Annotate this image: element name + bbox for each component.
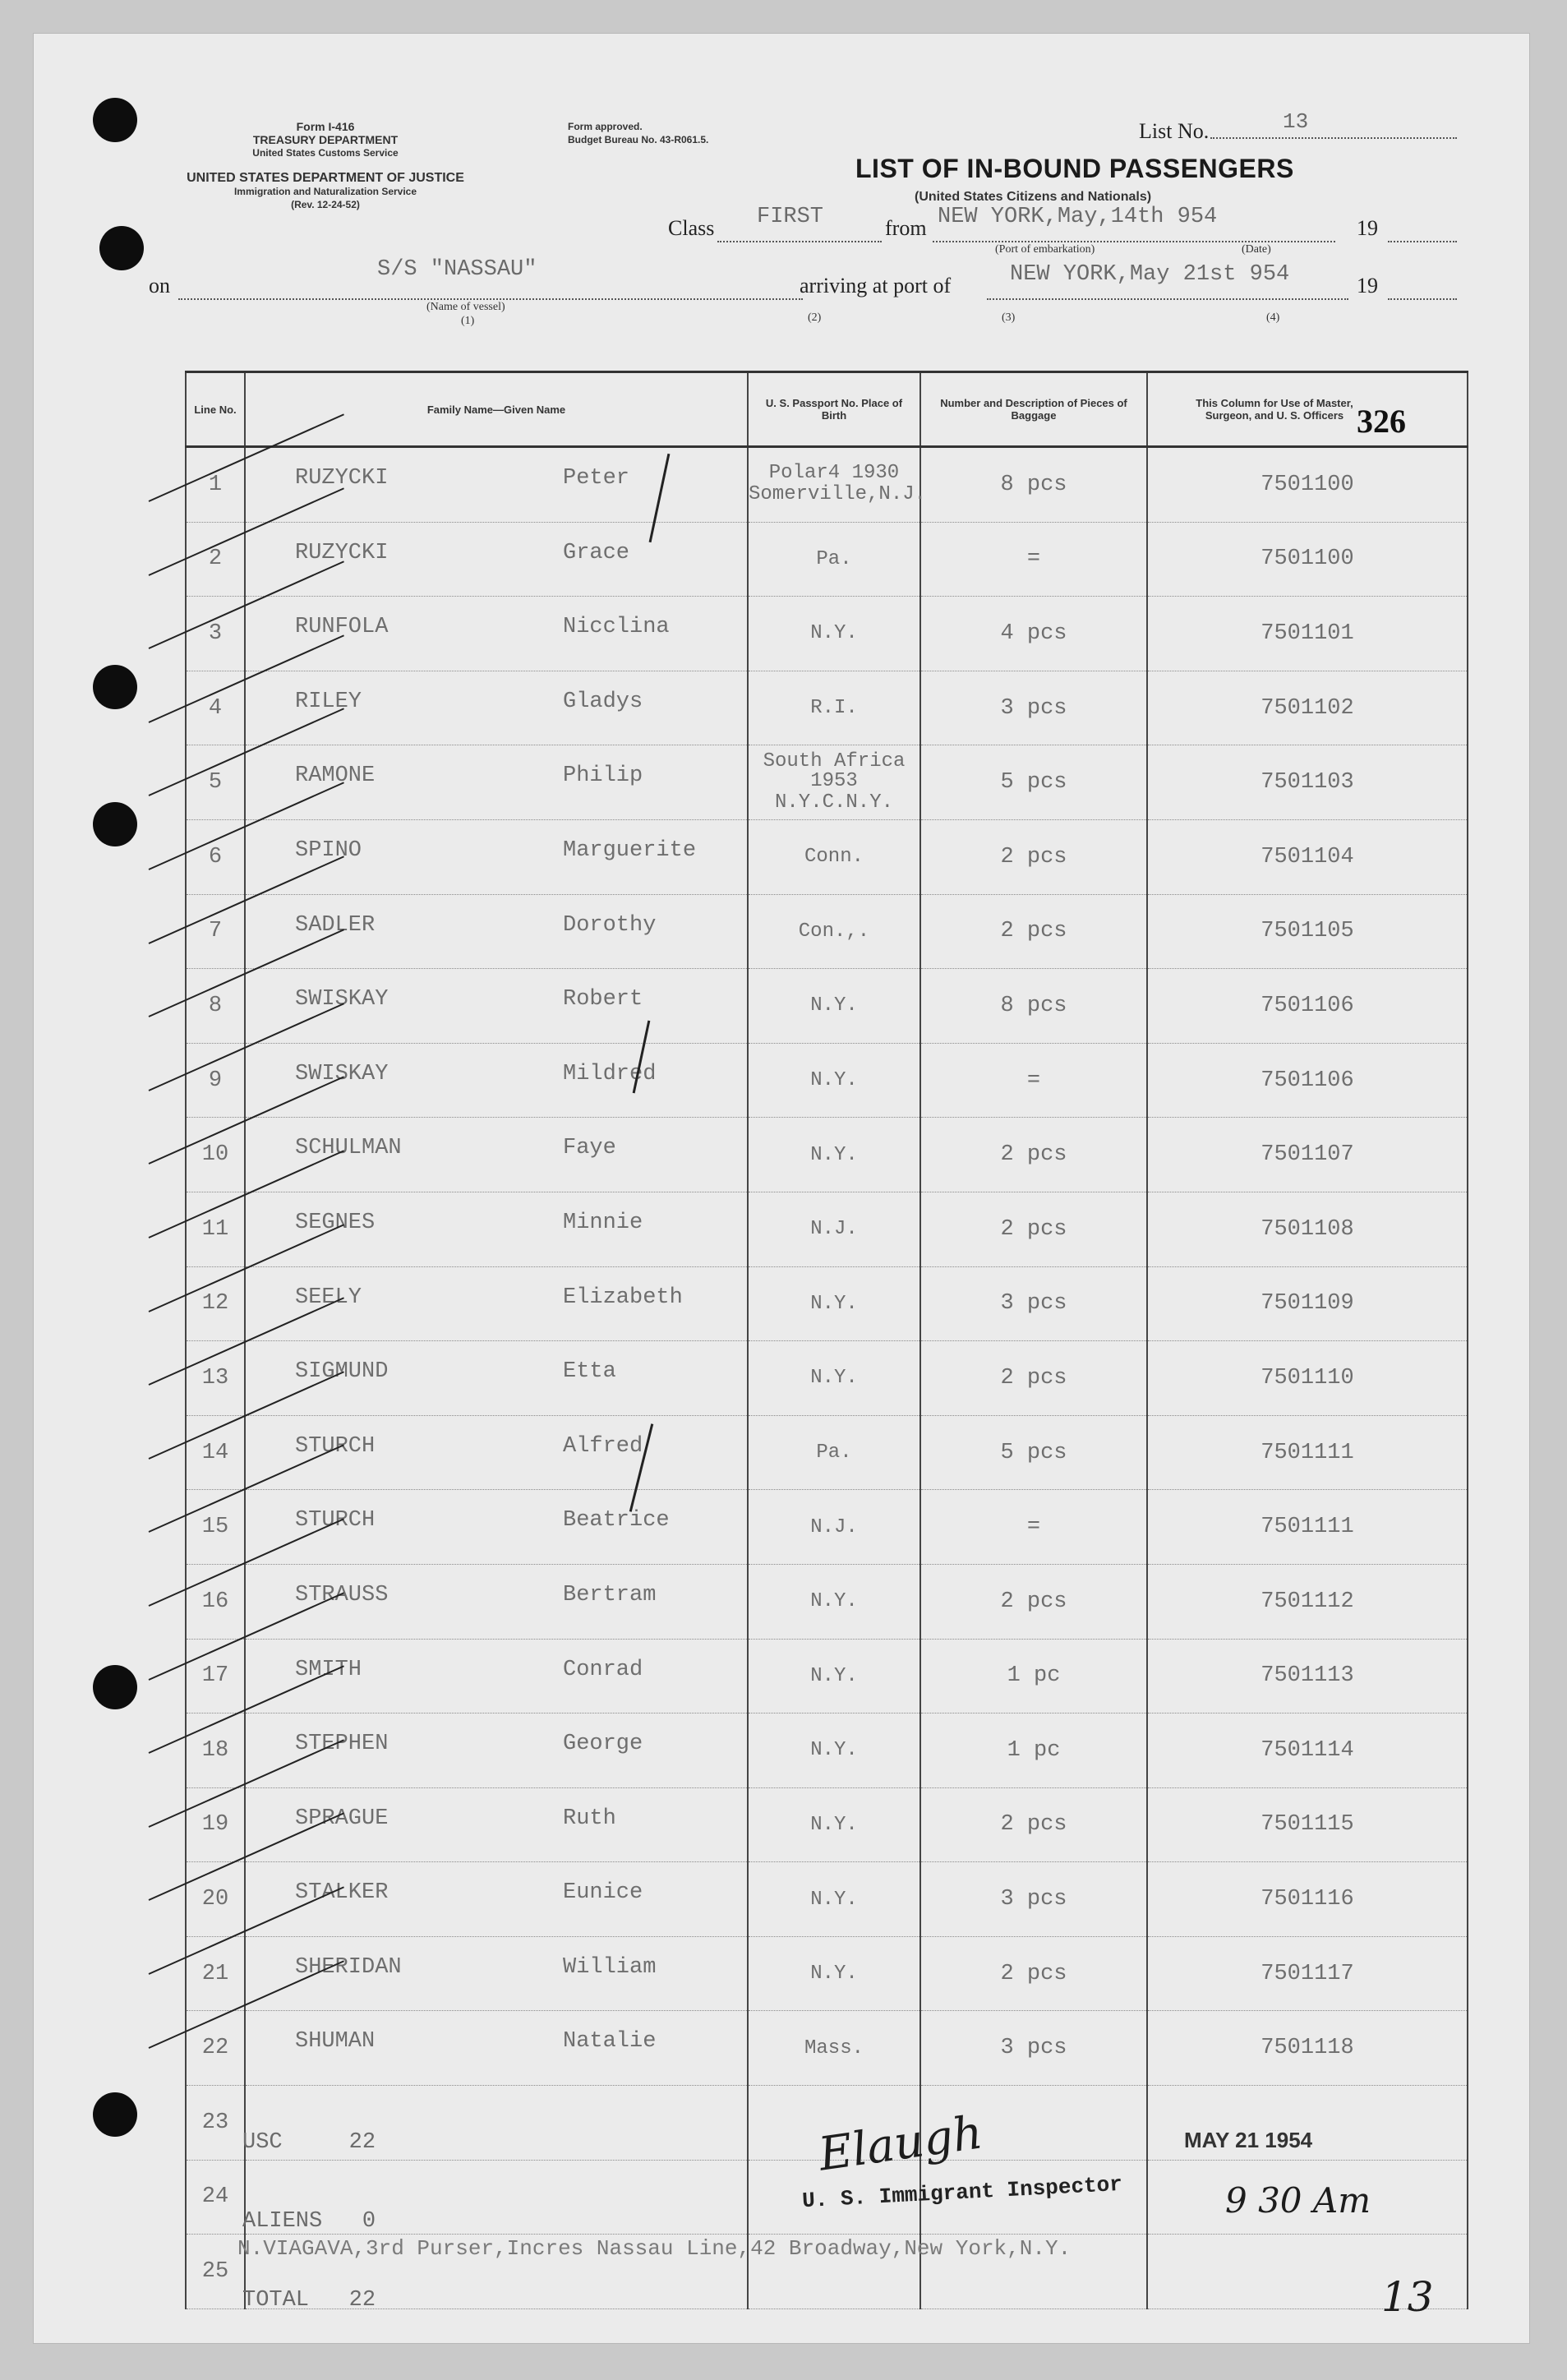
passenger-name — [245, 1415, 748, 1490]
family-name: SPINO — [295, 837, 362, 863]
vessel-caption: (Name of vessel) — [426, 301, 505, 313]
date-stamp: MAY 21 1954 — [1184, 2128, 1313, 2152]
line-number: 1 — [186, 447, 245, 523]
line-number: 14 — [186, 1415, 245, 1490]
place-text: N.Y. — [810, 1367, 858, 1390]
table-row — [186, 1118, 1468, 1192]
table-row — [186, 1862, 1468, 1937]
page-title: LIST OF IN-BOUND PASSENGERS — [855, 154, 1294, 183]
line-number: 20 — [186, 1862, 245, 1937]
officer-number: 7501102 — [1147, 671, 1468, 745]
given-name: Natalie — [563, 2029, 657, 2055]
place-text: N.Y. — [810, 622, 858, 645]
place-text: N.Y. — [810, 1069, 858, 1092]
year-prefix-1: 19 — [1357, 216, 1378, 240]
line-number: 16 — [186, 1564, 245, 1639]
line-number: 6 — [186, 819, 245, 894]
officer-number: 7501114 — [1147, 1714, 1468, 1788]
class-label: Class — [668, 216, 715, 240]
baggage: = — [920, 1043, 1147, 1118]
list-no-label: List No. — [1139, 119, 1210, 143]
baggage: 3 pcs — [920, 1862, 1147, 1937]
class-value: FIRST — [757, 205, 824, 229]
given-name: Ruth — [563, 1806, 616, 1831]
binder-hole — [93, 2092, 137, 2137]
passenger-name — [245, 745, 748, 820]
given-name: Bertram — [563, 1582, 657, 1607]
binder-hole — [93, 98, 137, 142]
given-name: George — [563, 1732, 643, 1757]
baggage: 4 pcs — [920, 597, 1147, 671]
line-number: 12 — [186, 1266, 245, 1341]
binder-hole — [93, 665, 137, 709]
place-of-birth — [748, 1192, 920, 1266]
given-name: Peter — [563, 466, 630, 491]
table-row — [186, 894, 1468, 969]
officer-number: 7501100 — [1147, 447, 1468, 523]
family-name: SEELY — [295, 1285, 362, 1310]
inspector-signature: Elaugh — [815, 2106, 986, 2182]
table-row — [186, 1639, 1468, 1714]
passenger-name — [245, 894, 748, 969]
officer-number: 7501111 — [1147, 1490, 1468, 1565]
place-text: N.Y. — [810, 1590, 858, 1613]
table-row — [186, 1266, 1468, 1341]
place-of-birth — [748, 1118, 920, 1192]
line-number: 17 — [186, 1639, 245, 1714]
line-number: 22 — [186, 2011, 245, 2086]
summary-block — [242, 2077, 376, 2366]
family-name: STALKER — [295, 1880, 389, 1906]
given-name: Mildred — [563, 1061, 657, 1086]
baggage: 2 pcs — [920, 1787, 1147, 1862]
justice-block — [149, 172, 502, 211]
officer-number: 7501103 — [1147, 745, 1468, 820]
from-label: from — [885, 216, 927, 240]
officer-number: 7501106 — [1147, 1043, 1468, 1118]
ins-service: Immigration and Naturalization Service — [233, 186, 417, 197]
vessel-line — [178, 298, 803, 300]
table-row — [186, 2011, 1468, 2086]
line-number: 3 — [186, 597, 245, 671]
officer-number: 7501106 — [1147, 969, 1468, 1044]
summary-total: TOTAL 22 — [242, 2288, 376, 2313]
table-row — [186, 597, 1468, 671]
baggage: = — [920, 1490, 1147, 1565]
header-officers: This Column for Use of Master, Surgeon, and U. S. Officers — [1147, 372, 1468, 447]
line-number: 25 — [186, 2235, 245, 2309]
place-of-birth — [748, 2011, 920, 2086]
place-of-birth — [748, 819, 920, 894]
passenger-name — [245, 597, 748, 671]
place-of-birth — [748, 1714, 920, 1788]
table-row — [186, 447, 1468, 523]
place-of-birth — [748, 1639, 920, 1714]
place-of-birth — [748, 1341, 920, 1416]
family-name: SHUMAN — [295, 2029, 376, 2055]
place-of-birth — [748, 969, 920, 1044]
baggage: 8 pcs — [920, 969, 1147, 1044]
table-row — [186, 1714, 1468, 1788]
on-label: on — [149, 274, 170, 298]
table-row — [186, 1192, 1468, 1266]
place-text: N.Y.C.N.Y. — [774, 791, 894, 814]
stamp-number: 326 — [1357, 403, 1406, 440]
place-of-birth — [748, 1415, 920, 1490]
passport-extra: Polar4 1930 — [768, 462, 900, 485]
from-line — [933, 241, 1335, 242]
baggage: 2 pcs — [920, 1564, 1147, 1639]
year-line-1 — [1388, 241, 1457, 242]
passenger-name — [245, 671, 748, 745]
baggage: 8 pcs — [920, 447, 1147, 523]
summary-aliens: ALIENS 0 — [242, 2209, 376, 2234]
form-header-left — [190, 120, 461, 159]
officer-number: 7501110 — [1147, 1341, 1468, 1416]
class-line — [717, 241, 882, 242]
form-approved: Form approved. — [568, 121, 643, 132]
line-number: 7 — [186, 894, 245, 969]
officer-number: 7501109 — [1147, 1266, 1468, 1341]
family-name: SEGNES — [295, 1210, 376, 1235]
family-name: RUZYCKI — [295, 540, 389, 565]
line-number: 10 — [186, 1118, 245, 1192]
place-of-birth — [748, 522, 920, 597]
passport-extra: South Africa 1953 — [763, 750, 906, 792]
header-name: Family Name—Given Name — [245, 372, 748, 447]
justice-dept: UNITED STATES DEPARTMENT OF JUSTICE — [187, 171, 464, 185]
revision-date: (Rev. 12-24-52) — [291, 199, 360, 210]
column-number-1: (1) — [461, 315, 475, 327]
treasury-dept: TREASURY DEPARTMENT — [252, 133, 399, 146]
place-text: N.Y. — [810, 1888, 858, 1911]
passenger-name — [245, 1192, 748, 1266]
binder-hole — [93, 1665, 137, 1709]
given-name: Robert — [563, 987, 643, 1012]
family-name: SIGMUND — [295, 1359, 389, 1385]
baggage: 5 pcs — [920, 1415, 1147, 1490]
family-name: SWISKAY — [295, 1061, 389, 1086]
list-no-value: 13 — [1283, 109, 1309, 134]
table-row — [186, 1341, 1468, 1416]
header-passport: U. S. Passport No. Place of Birth — [748, 372, 920, 447]
table-row — [186, 1043, 1468, 1118]
baggage: 2 pcs — [920, 1936, 1147, 2011]
line-number: 2 — [186, 522, 245, 597]
line-number: 13 — [186, 1341, 245, 1416]
passenger-name — [245, 1118, 748, 1192]
place-text: N.Y. — [810, 994, 858, 1017]
family-name: RUZYCKI — [295, 466, 389, 491]
table-row — [186, 1490, 1468, 1565]
officer-number: 7501113 — [1147, 1639, 1468, 1714]
baggage: 1 pc — [920, 1639, 1147, 1714]
place-text: Somerville,N.J. — [749, 483, 927, 506]
baggage: = — [920, 522, 1147, 597]
place-text: N.Y. — [810, 1664, 858, 1687]
place-of-birth — [748, 1936, 920, 2011]
passenger-name — [245, 1862, 748, 1937]
form-number: Form I-416 — [296, 120, 355, 133]
place-text: N.Y. — [810, 1292, 858, 1315]
from-value: NEW YORK,May,14th 954 — [938, 205, 1218, 229]
binder-hole — [93, 802, 137, 846]
passenger-name — [245, 1490, 748, 1565]
line-number: 9 — [186, 1043, 245, 1118]
page-subtitle: (United States Citizens and Nationals) — [915, 190, 1152, 204]
column-number-2: (2) — [808, 311, 822, 324]
customs-service: United States Customs Service — [252, 147, 399, 159]
officer-number: 7501104 — [1147, 819, 1468, 894]
place-text: N.Y. — [810, 1739, 858, 1762]
baggage: 2 pcs — [920, 1118, 1147, 1192]
officer-number: 7501117 — [1147, 1936, 1468, 2011]
baggage: 3 pcs — [920, 671, 1147, 745]
family-name: SPRAGUE — [295, 1806, 389, 1831]
table-row — [186, 1415, 1468, 1490]
inspector-label: U. S. Immigrant Inspector — [801, 2171, 1123, 2214]
given-name: Dorothy — [563, 912, 657, 938]
table-row — [186, 1936, 1468, 2011]
table-row — [186, 522, 1468, 597]
officer-number: 7501111 — [1147, 1415, 1468, 1490]
page-mark: 13 — [1381, 2273, 1434, 2321]
passenger-table — [185, 371, 1468, 2309]
passenger-name — [245, 1341, 748, 1416]
table-row — [186, 745, 1468, 820]
given-name: Faye — [563, 1136, 616, 1161]
header-baggage: Number and Description of Pieces of Baggage — [920, 372, 1147, 447]
place-text: Pa. — [816, 1441, 852, 1464]
place-of-birth — [748, 1564, 920, 1639]
family-name: RILEY — [295, 689, 362, 714]
officer-number: 7501100 — [1147, 522, 1468, 597]
officer-number: 7501105 — [1147, 894, 1468, 969]
given-name: Beatrice — [563, 1508, 670, 1534]
place-text: R.I. — [810, 697, 858, 720]
family-name: SWISKAY — [295, 987, 389, 1012]
place-text: Pa. — [816, 547, 852, 570]
table-row — [186, 819, 1468, 894]
officer-number: 7501107 — [1147, 1118, 1468, 1192]
officer-number: 7501115 — [1147, 1787, 1468, 1862]
family-name: STURCH — [295, 1433, 376, 1459]
officer-number: 7501116 — [1147, 1862, 1468, 1937]
column-number-4: (4) — [1266, 311, 1280, 324]
list-no-line — [1210, 137, 1457, 139]
given-name: Minnie — [563, 1210, 643, 1235]
purser-line: N.VIAGAVA,3rd Purser,Incres Nassau Line,42 Broadway,New York,N.Y. — [237, 2236, 1072, 2261]
passenger-name — [245, 1787, 748, 1862]
place-of-birth — [748, 447, 927, 523]
line-number: 21 — [186, 1936, 245, 2011]
passenger-name — [245, 1936, 748, 2011]
time-note: 9 30 Am — [1225, 2180, 1371, 2221]
baggage: 3 pcs — [920, 2011, 1147, 2086]
baggage: 3 pcs — [920, 1266, 1147, 1341]
family-name: SHERIDAN — [295, 1954, 402, 1980]
year-line-2 — [1388, 298, 1457, 300]
place-text: Conn. — [804, 846, 864, 869]
baggage: 2 pcs — [920, 1341, 1147, 1416]
officer-number: 7501112 — [1147, 1564, 1468, 1639]
place-text: N.Y. — [810, 1963, 858, 1986]
place-of-birth — [748, 1787, 920, 1862]
place-text: N.Y. — [810, 1813, 858, 1836]
baggage: 2 pcs — [920, 819, 1147, 894]
family-name: SCHULMAN — [295, 1136, 402, 1161]
place-of-birth — [748, 671, 920, 745]
place-of-birth — [748, 1266, 920, 1341]
line-number: 8 — [186, 969, 245, 1044]
port-caption: (Port of embarkation) — [995, 243, 1095, 256]
arriving-label: arriving at port of — [800, 274, 952, 298]
given-name: Marguerite — [563, 837, 697, 863]
family-name: STRAUSS — [295, 1582, 389, 1607]
given-name: Nicclina — [563, 615, 670, 640]
passenger-name — [245, 1043, 748, 1118]
table-row — [186, 1787, 1468, 1862]
baggage: 1 pc — [920, 1714, 1147, 1788]
family-name: SMITH — [295, 1657, 362, 1682]
place-text: N.J. — [810, 1218, 858, 1241]
officer-number: 7501101 — [1147, 597, 1468, 671]
given-name: William — [563, 1954, 657, 1980]
year-prefix-2: 19 — [1357, 274, 1378, 298]
baggage: 2 pcs — [920, 1192, 1147, 1266]
passenger-name — [245, 447, 748, 523]
line-number: 11 — [186, 1192, 245, 1266]
place-of-birth — [748, 1862, 920, 1937]
baggage: 2 pcs — [920, 894, 1147, 969]
place-of-birth — [748, 745, 920, 820]
officer-number: 7501118 — [1147, 2011, 1468, 2086]
budget-bureau: Budget Bureau No. 43-R061.5. — [568, 134, 709, 145]
place-text: N.Y. — [810, 1143, 858, 1166]
arriving-value: NEW YORK,May 21st 954 — [1010, 262, 1290, 287]
table-row — [186, 1564, 1468, 1639]
given-name: Alfred — [563, 1433, 643, 1459]
passenger-name — [245, 819, 748, 894]
table-header-row — [186, 372, 1468, 447]
given-name: Eunice — [563, 1880, 643, 1906]
header-line-no: Line No. — [186, 372, 245, 447]
place-of-birth — [748, 597, 920, 671]
table-row — [186, 671, 1468, 745]
given-name: Gladys — [563, 689, 643, 714]
family-name: RAMONE — [295, 763, 376, 789]
place-of-birth — [748, 894, 920, 969]
line-number: 18 — [186, 1714, 245, 1788]
place-of-birth — [748, 1043, 920, 1118]
line-number: 15 — [186, 1490, 245, 1565]
passenger-name — [245, 2011, 748, 2086]
family-name: RUNFOLA — [295, 615, 389, 640]
place-text: Con.,. — [798, 920, 870, 943]
family-name: STEPHEN — [295, 1732, 389, 1757]
place-text: Mass. — [804, 2036, 864, 2059]
place-text: N.J. — [810, 1515, 858, 1538]
baggage: 5 pcs — [920, 745, 1147, 820]
column-number-3: (3) — [1002, 311, 1016, 324]
line-number: 23 — [186, 2086, 245, 2161]
summary-usc: USC 22 — [242, 2130, 376, 2155]
vessel-name: S/S "NASSAU" — [377, 257, 537, 282]
line-number: 24 — [186, 2160, 245, 2235]
given-name: Etta — [563, 1359, 616, 1385]
family-name: SADLER — [295, 912, 376, 938]
date-caption: (Date) — [1242, 243, 1271, 256]
passenger-name — [245, 969, 748, 1044]
given-name: Grace — [563, 540, 630, 565]
given-name: Philip — [563, 763, 643, 789]
place-of-birth — [748, 1490, 920, 1565]
passenger-name — [245, 522, 748, 597]
arriving-line — [987, 298, 1348, 300]
approval-block — [568, 120, 708, 146]
passenger-name — [245, 1266, 748, 1341]
line-number: 19 — [186, 1787, 245, 1862]
line-number: 5 — [186, 745, 245, 820]
document-sheet — [33, 33, 1530, 2344]
line-number: 4 — [186, 671, 245, 745]
binder-hole — [99, 226, 144, 270]
table-row — [186, 969, 1468, 1044]
officer-number: 7501108 — [1147, 1192, 1468, 1266]
given-name: Elizabeth — [563, 1285, 683, 1310]
family-name: STURCH — [295, 1508, 376, 1534]
given-name: Conrad — [563, 1657, 643, 1682]
